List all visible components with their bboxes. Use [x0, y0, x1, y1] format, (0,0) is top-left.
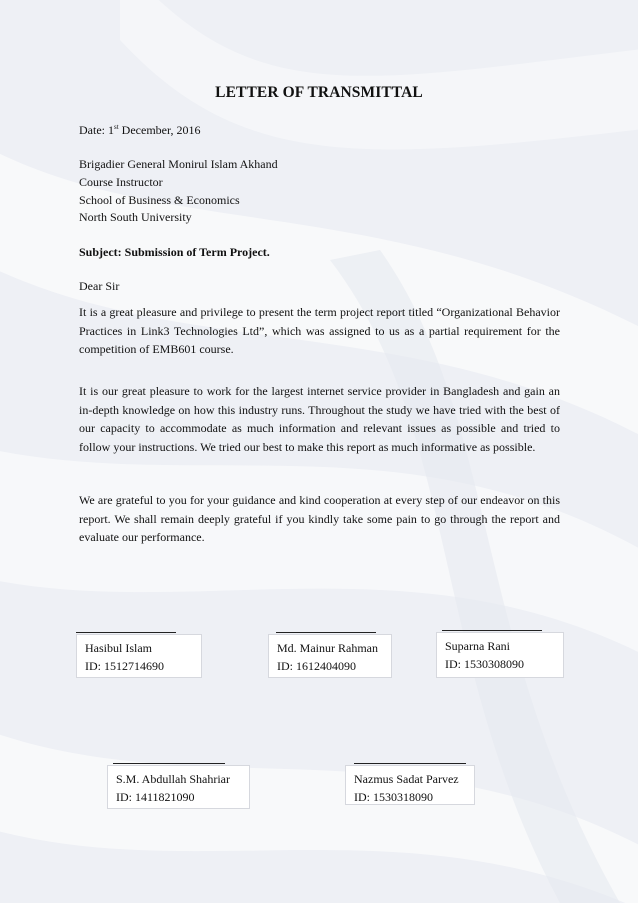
- recipient-title: Course Instructor: [79, 175, 163, 189]
- letter-paragraph: We are grateful to you for your guidance and kind cooperation at every step of our endeavor on this report. We shall remain deeply grateful if you kindly take some pain to go through the report and evaluate our performance.: [79, 493, 560, 544]
- signatory-card: [76, 634, 202, 678]
- signatory-id: ID: 1411821090: [116, 790, 195, 804]
- letter-salutation: Dear Sir: [79, 279, 120, 293]
- letter-title: LETTER OF TRANSMITTAL: [215, 84, 423, 101]
- signatory-id: ID: 1530308090: [445, 657, 524, 671]
- signatory-id: ID: 1530318090: [354, 790, 433, 804]
- signatory-id: ID: 1512714690: [85, 659, 164, 673]
- recipient-school: School of Business & Economics: [79, 193, 240, 207]
- signature-line: [354, 763, 466, 764]
- recipient-name: Brigadier General Monirul Islam Akhand: [79, 157, 278, 171]
- signature-line: [76, 632, 176, 633]
- signature-line: [442, 630, 542, 631]
- letter-paragraph: It is a great pleasure and privilege to present the term project report titled “Organizational Behavior Practices in Link3 Technologies Ltd”, which was assigned to us as a partial requirement for the competition of EMB601 course.: [79, 305, 560, 356]
- signature-line: [113, 763, 225, 764]
- signatory-card: [107, 765, 250, 809]
- recipient-university: North South University: [79, 210, 192, 224]
- signatory-name: S.M. Abdullah Shahriar: [116, 772, 230, 786]
- signatory-name: Nazmus Sadat Parvez: [354, 772, 459, 786]
- letter-date: Date: 1st December, 2016: [79, 123, 201, 137]
- signatory-card: [436, 632, 564, 678]
- letter-paragraph: It is our great pleasure to work for the largest internet service provider in Bangladesh and gain an in-depth knowledge on how this industry runs. Throughout the study we have tried with the best of our capacity to accommodate as much information and relevant issues as possible and tried to follow your instructions. We tried our best to make this report as much informative as possible.: [79, 384, 560, 454]
- signature-line: [276, 632, 376, 633]
- signatory-card: [268, 634, 392, 678]
- signatory-name: Md. Mainur Rahman: [277, 641, 378, 655]
- signatory-name: Suparna Rani: [445, 639, 510, 653]
- letter-subject: Subject: Submission of Term Project.: [79, 245, 270, 259]
- signatory-id: ID: 1612404090: [277, 659, 356, 673]
- signatory-name: Hasibul Islam: [85, 641, 152, 655]
- signatory-card: [345, 765, 475, 805]
